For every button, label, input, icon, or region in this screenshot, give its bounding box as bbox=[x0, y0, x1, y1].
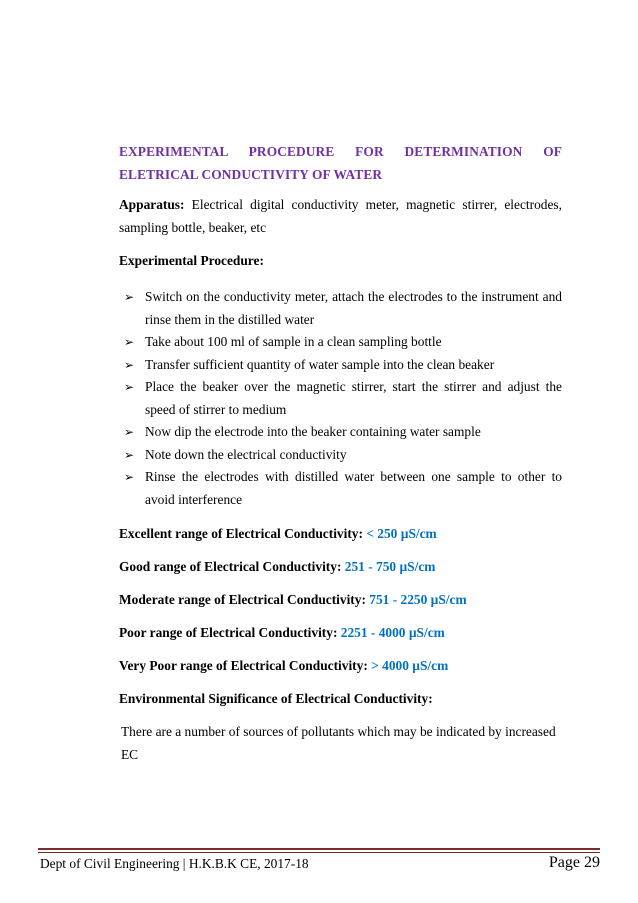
step-text: Place the beaker over the magnetic stirrer, start the stirrer and adjust the speed of stirrer to medium bbox=[145, 379, 562, 417]
footer-page-number: Page 29 bbox=[548, 854, 600, 871]
footer-department: Dept of Civil Engineering | H.K.B.K CE, 2017-18 bbox=[40, 856, 309, 871]
range-label: Poor range of Electrical Conductivity: bbox=[119, 625, 341, 640]
list-item bbox=[124, 286, 562, 331]
page-content bbox=[119, 140, 562, 766]
range-value: > 4000 µS/cm bbox=[371, 658, 449, 673]
step-text: Rinse the electrodes with distilled water between one sample to other to avoid interference bbox=[145, 469, 562, 507]
step-text: Take about 100 ml of sample in a clean sampling bottle bbox=[145, 334, 442, 349]
range-label: Moderate range of Electrical Conductivity: bbox=[119, 592, 370, 607]
range-moderate bbox=[119, 588, 562, 611]
list-item bbox=[124, 421, 562, 444]
list-item bbox=[124, 466, 562, 511]
apparatus-label: Apparatus: bbox=[119, 197, 185, 212]
step-text: Now dip the electrode into the beaker containing water sample bbox=[145, 424, 481, 439]
apparatus-paragraph bbox=[119, 193, 562, 239]
procedure-steps-list bbox=[119, 286, 562, 511]
step-text: Switch on the conductivity meter, attach the electrodes to the instrument and rinse them in the distilled water bbox=[145, 289, 562, 327]
procedure-heading: Experimental Procedure: bbox=[119, 253, 264, 268]
list-item bbox=[124, 444, 562, 467]
apparatus-text: Electrical digital conductivity meter, magnetic stirrer, electrodes, sampling bottle, beaker, etc bbox=[119, 197, 562, 235]
range-label: Excellent range of Electrical Conductivity: bbox=[119, 526, 367, 541]
step-text: Note down the electrical conductivity bbox=[145, 446, 347, 462]
arrow-bullet-icon: ➢ bbox=[124, 425, 135, 439]
step-text: Transfer sufficient quantity of water sample into the clean beaker bbox=[145, 356, 495, 372]
section-heading: EXPERIMENTAL PROCEDURE FOR DETERMINATION OF ELETRICAL CONDUCTIVITY OF WATER bbox=[119, 144, 562, 182]
range-label: Good range of Electrical Conductivity: bbox=[119, 559, 345, 574]
range-excellent bbox=[119, 522, 562, 545]
footer-divider-thin bbox=[38, 852, 600, 853]
range-poor bbox=[119, 621, 562, 644]
arrow-bullet-icon: ➢ bbox=[124, 335, 135, 349]
list-item bbox=[124, 331, 562, 354]
range-very-poor bbox=[119, 654, 562, 677]
footer-divider bbox=[38, 848, 600, 850]
environmental-significance-heading: Environmental Significance of Electrical Conductivity: bbox=[119, 691, 433, 706]
list-item bbox=[124, 354, 562, 377]
range-good bbox=[119, 555, 562, 578]
arrow-bullet-icon: ➢ bbox=[124, 470, 135, 484]
arrow-bullet-icon: ➢ bbox=[124, 447, 135, 462]
range-value: 2251 - 4000 µS/cm bbox=[340, 625, 445, 640]
range-value: < 250 µS/cm bbox=[366, 526, 437, 541]
range-value: 251 - 750 µS/cm bbox=[344, 559, 436, 574]
arrow-bullet-icon: ➢ bbox=[124, 290, 135, 304]
list-item bbox=[124, 376, 562, 421]
range-value: 751 - 2250 µS/cm bbox=[369, 592, 467, 607]
range-label: Very Poor range of Electrical Conductivity: bbox=[119, 658, 372, 673]
environmental-significance-text: There are a number of sources of pollutants which may be indicated by increased EC bbox=[121, 724, 556, 762]
arrow-bullet-icon: ➢ bbox=[124, 357, 135, 372]
arrow-bullet-icon: ➢ bbox=[124, 380, 135, 394]
